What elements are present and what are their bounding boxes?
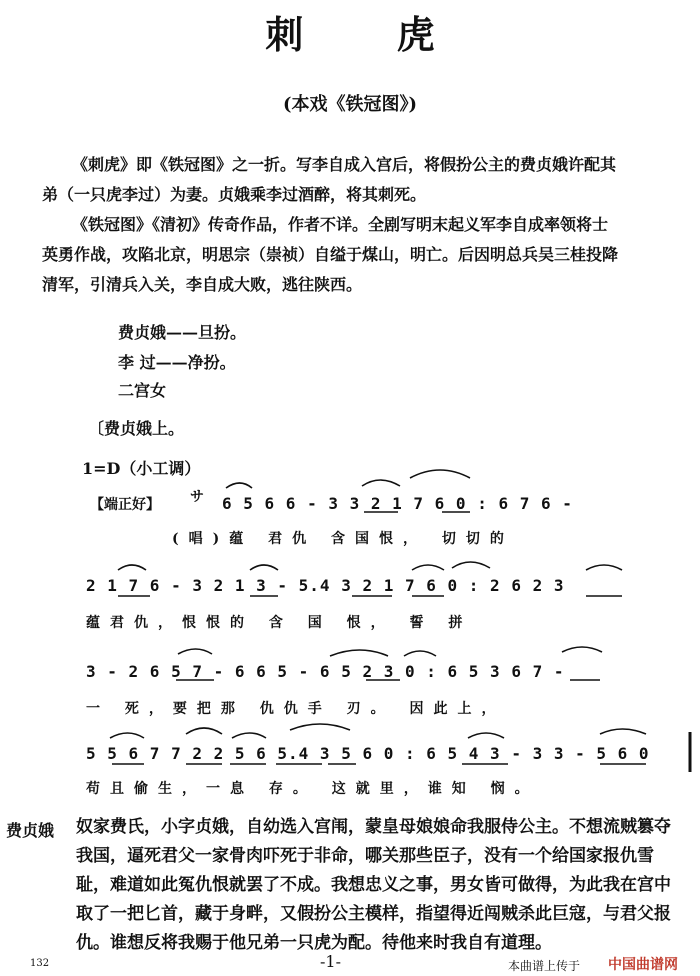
stage-direction: 〔费贞娥上。 <box>88 419 185 438</box>
slur-mark <box>412 565 444 570</box>
slur-mark <box>562 647 602 652</box>
slur-mark <box>186 728 222 734</box>
intro-line: 弟（一只虎李过）为妻。贞娥乘李过酒醉，将其刺死。 <box>42 185 427 204</box>
slur-mark <box>404 651 436 656</box>
free-meter-mark: サ <box>190 489 204 505</box>
slur-mark <box>586 565 622 570</box>
slur-mark <box>410 470 470 478</box>
score-notes: 5 5 6 7 7 2 2 5 6 5.4 3 5 6 0 : 6 5 4 3 - 3 3 - 5 6 0 <box>86 744 650 763</box>
key-signature: 1=D（小工调） <box>82 459 201 478</box>
slur-mark <box>290 724 350 730</box>
site-logo: 中国曲谱网 <box>608 957 678 973</box>
slur-mark <box>600 729 646 734</box>
speech-text: 奴家费氏，小字贞娥，自幼选入宫闱，蒙皇母娘娘命我服侍公主。不想流贼篡夺我国，逼死君父一家骨肉吓死于非命，哪关那些臣子，没有一个给国家报仇雪耻，难道如此冤仇恨就罢了不成。我想忠义之事，男女皆可做得，为此我在宫中取了一把匕首，藏于身畔，又假扮公主模样，指望得近闯贼杀此巨寇，与君父报仇。谁想反将我赐于他兄弟一只虎为配。待他来时我自有道理。 <box>76 817 671 953</box>
cast-item: 二宫女 <box>118 381 167 400</box>
slur-mark <box>226 483 252 488</box>
slur-mark <box>250 565 278 570</box>
score-lyric: 一 死，要把那 仇仇手 刃。 因此上， <box>86 701 506 717</box>
slur-mark <box>452 562 490 568</box>
tune-label: 【端正好】 <box>90 497 160 513</box>
score-lyric: (唱)蕴 君仇 含国恨， 切切的 <box>172 531 514 547</box>
slur-mark <box>118 565 146 570</box>
intro-line: 英勇作战，攻陷北京，明思宗（崇祯）自缢于煤山，明亡。后因明总兵吴三桂投降 <box>42 245 619 264</box>
subtitle: (本戏《铁冠图》) <box>282 94 418 115</box>
cast-item: 费贞娥——旦扮。 <box>118 323 247 342</box>
intro-line: 《铁冠图》《清初》传奇作品，作者不详。全剧写明末起义军李自成率领将士 <box>72 215 609 234</box>
score-notes: 2 1 7 6 - 3 2 1 3 - 5.4 3 2 1 7 6 0 : 2 6 2 3 <box>86 576 565 595</box>
cast-item: 李 过——净扮。 <box>118 353 236 372</box>
page-title: 刺 虎 <box>265 12 475 57</box>
page-number: -1- <box>320 952 341 971</box>
book-page-number: 132 <box>30 958 50 969</box>
score-lyric: 蕴君仇，恨恨的 含 国 恨， 誓 拼 <box>86 615 473 631</box>
slur-mark <box>362 480 400 486</box>
upload-credit: 本曲谱上传于 <box>508 959 581 973</box>
speaker-name: 费贞娥 <box>6 821 55 840</box>
slur-mark <box>232 733 266 738</box>
intro-line: 清军，引清兵入关，李自成大败，逃往陕西。 <box>42 275 363 294</box>
score-lyric: 苟且偷生，一息 存。 这就里，谁知 悯。 <box>86 781 539 797</box>
slur-mark <box>468 733 504 738</box>
slur-mark <box>330 650 388 656</box>
score-notes: 6 5 6 6 - 3 3 2 1 7 6 0 : 6 7 6 - <box>222 494 573 513</box>
slur-mark <box>178 649 212 654</box>
intro-line: 《刺虎》即《铁冠图》之一折。写李自成入宫后，将假扮公主的费贞娥许配其 <box>72 155 617 174</box>
score-notes: 3 - 2 6 5 7 - 6 6 5 - 6 5 2 3 0 : 6 5 3 6 7 - <box>86 662 565 681</box>
slur-mark <box>110 733 144 738</box>
